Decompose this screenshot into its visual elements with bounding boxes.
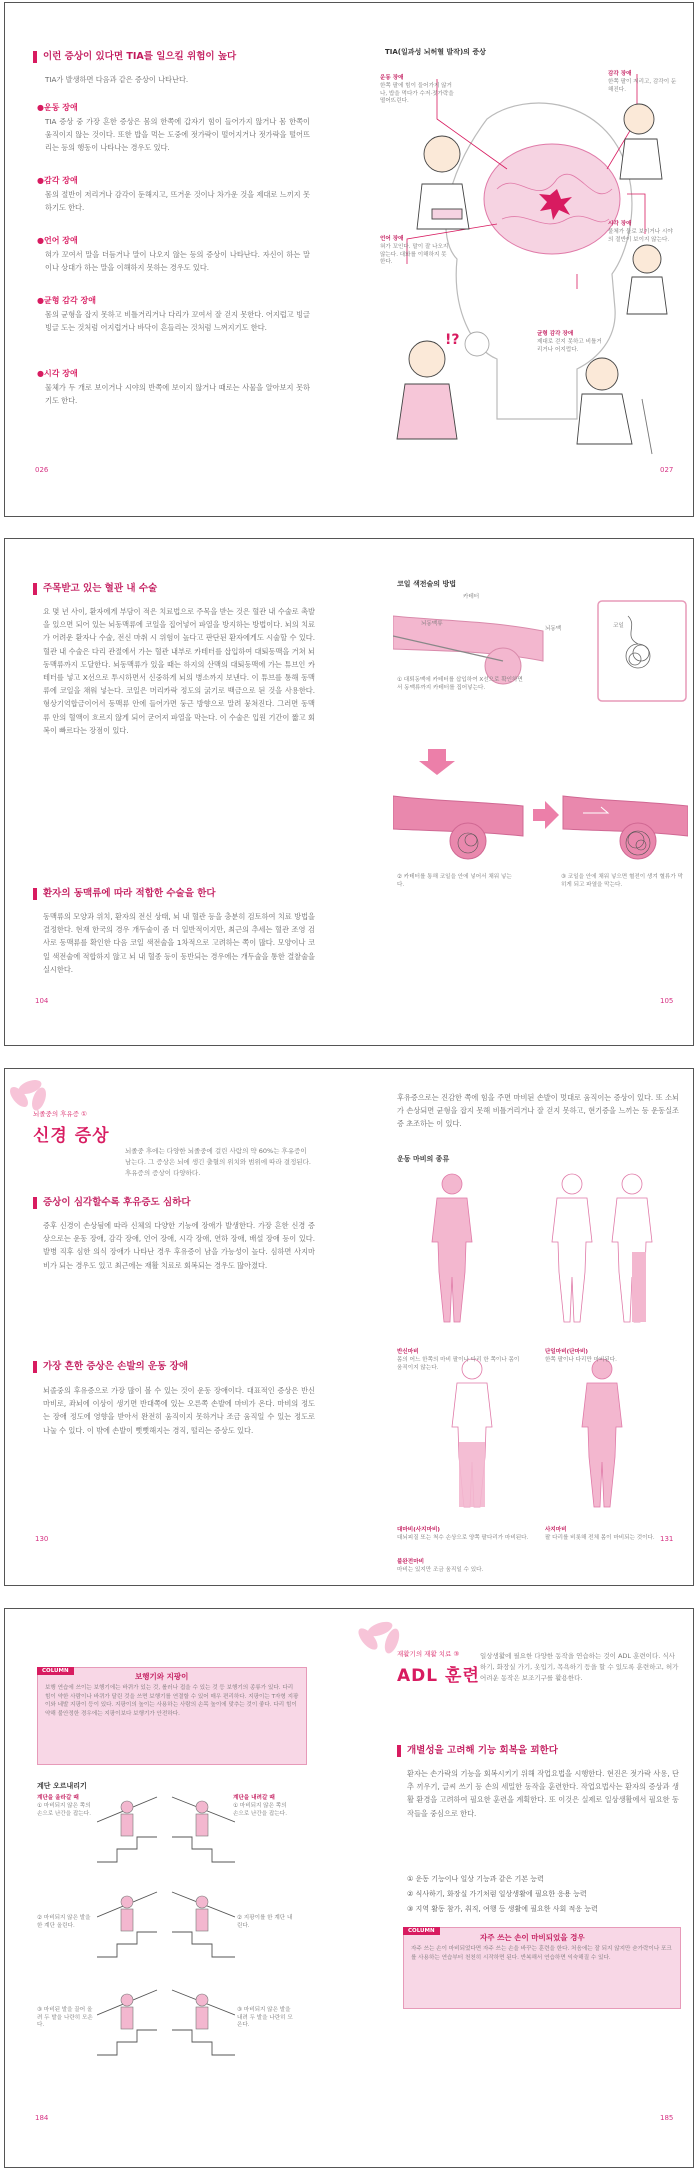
type-title-2: 단일마비(단마비) — [545, 1349, 588, 1355]
column-tag: COLUMN — [37, 1667, 74, 1675]
stairs-step2-right: ② 지팡이를 한 계단 내린다. — [237, 1915, 293, 1929]
chapter-intro: 일상생활에 필요한 다양한 동작을 연습하는 것이 ADL 훈련이다. 식사하기, 화장실 가기, 옷입기, 목욕하기 등을 할 수 있도록 훈련하고, 허가 어려운 동작은 보조기구를 활용한다. — [480, 1652, 679, 1682]
label-artery: 뇌동맥 — [545, 626, 562, 632]
body-text-2: 뇌졸중의 후유증으로 가장 많이 볼 수 있는 것이 운동 장애이다. 대표적인 증상은 반신마비로, 좌뇌에 이상이 생기면 반대쪽에 있는 오른쪽 손발에 마비가 온다. 마비의 정도는 장애 정도에 영향을 받아서 완전히 움직이지 못하거나 조금 움직일 수 있는 정도로 나눌 수 있다. 이 밖에 손발이 뻣뻣해지는 경직, 떨리는 증상도 있다. — [43, 1386, 315, 1435]
item-title-sensory: ●감각 장애 — [37, 176, 78, 185]
stairs-up-title: 계단을 올라갈 때 — [37, 1795, 79, 1801]
page-number-left: 104 — [35, 997, 49, 1005]
arrow-down-icon — [419, 749, 455, 775]
label-vision-text: 물체가 둘로 보이거나 시야의 절반이 보이지 않는다. — [608, 229, 673, 243]
list-item-1: ① 운동 기능이나 일상 기능과 같은 기본 능력 — [407, 1875, 544, 1883]
figure-hemiplegia — [432, 1174, 472, 1322]
section-heading-1: 증상이 심각할수록 후유증도 심하다 — [33, 1197, 313, 1209]
column-title-2: 자주 쓰는 손이 마비되었을 경우 — [480, 1933, 585, 1942]
figure-title: 운동 마비의 종류 — [397, 1155, 450, 1163]
caption-step-1: ① 대퇴동맥에 카테터를 삽입하여 X선으로 확인하면서 동맥류까지 카테터를 집어넣는다. — [397, 677, 523, 691]
figure-title: 코일 색전술의 방법 — [397, 580, 456, 588]
page-number-right: 027 — [660, 466, 674, 474]
chapter-intro: 뇌졸중 후에는 다양한 뇌졸중에 걸린 사람의 약 60%는 후유증이 남는다. 그 증상은 뇌에 생긴 출혈의 위치와 범위에 따라 결정된다. 후유증의 증상이 다양하다. — [125, 1147, 311, 1177]
person-stairs — [121, 1801, 208, 2029]
label-speech-text: 혀가 꼬인다. 말이 잘 나오지 않는다. 대화를 이해하지 못한다. — [380, 244, 449, 265]
label-speech-title: 언어 장애 — [380, 236, 404, 242]
aneurysm-2 — [450, 823, 486, 859]
label-motor-text: 한쪽 팔에 힘이 들어가지 않거나, 밥을 먹다가 수저·젓가락을 떨어뜨린다. — [380, 83, 454, 104]
spread-coil-embolization — [4, 538, 694, 1046]
item-title-balance: ●균형 감각 장애 — [37, 296, 96, 305]
body-text: 환자는 손가락의 기능을 회복시키기 위해 작업요법을 시행한다. 현진은 젓가락 사용, 단추 끼우기, 글씨 쓰기 등 손의 세밀한 동작을 훈련한다. 작업요법사는 환자의 증상과 생활 환경을 고려하여 필요한 훈련을 계획한다. 또 이것은 실제로 일상생활에서 필요한 동작들을 중심으로 한다. — [407, 1769, 679, 1818]
type-title-4: 사지마비 — [545, 1527, 567, 1533]
spread-tia-symptoms — [4, 2, 694, 517]
arrow-right-icon — [533, 801, 559, 829]
item-title-speech: ●언어 장애 — [37, 236, 78, 245]
type-desc-5: 마비는 있지만 조금 움직일 수 있다. — [397, 1567, 484, 1573]
stairs-step2-left: ② 마비되지 않은 발을 한 계단 올린다. — [37, 1915, 91, 1929]
body-text-1: 요 몇 년 사이, 환자에게 부담이 적은 치료법으로 주목을 받는 것은 혈관 내 수술로 촉발을 있으면 되어 있는 뇌동맥류에 코일을 집어넣어 파열을 방지하는 방법이다. 뇌의 치료가 어려운 환자나 수술, 전신 마취 시 위험이 높다고 판단된 환자에게도 시술할 수 있다. 혈관 내 수술은 다리 관절에서 가는 혈관 내부로 카테터를 삽입하여 대퇴동맥을 거쳐 뇌동맥류까지 도달한다. 뇌동맥류가 있을 때는 하지의 산맥의 대퇴동맥에 가는 튜브인 카테터를 넣고 X선으로 투시하면서 신중하게 뇌의 병소까지 보낸다. 이 튜브를 통해 동맥류에 코일을 채워 넣는다. 코일은 머리카락 정도의 굵기로 백금으로 된 것을 사용한다. 형상기억합금이어서 동맥류 안에 들어가면 둥근 방향으로 말려 뭉쳐진다. 그러면 동맥류 안의 혈액이 흐르지 않게 되어 굳어져 파열을 막는다. 이 수술은 입원 기간이 짧고 회복이 빠르다는 장점이 있다. — [43, 607, 315, 735]
list-item-2: ② 식사하기, 화장실 가기처럼 일상생활에 필요한 응용 능력 — [407, 1890, 587, 1898]
column-text-2: 자주 쓰는 손이 마비되었다면 자주 쓰는 손을 바꾸는 훈련을 한다. 처음에는 잘 되지 않지만 숟가락이나 포크를 사용하는 연습부터 천천히 시작하면 된다. 반복해서 연습하면 익숙해질 수 있다. — [411, 1946, 672, 1961]
type-title-3: 대마비(사지마비) — [397, 1527, 440, 1533]
label-aneurysm: 뇌동맥류 — [421, 621, 443, 627]
stairs-up-text: ① 마비되지 않은 쪽의 손으로 난간을 잡는다. — [37, 1803, 91, 1817]
spread-adl-training — [4, 1608, 694, 2168]
item-text-speech: 혀가 꼬여서 말을 더듬거나 말이 나오지 않는 등의 증상이 나타난다. 자신이 하는 말이나 상대가 하는 말을 이해하지 못하는 경우도 있다. — [45, 250, 310, 273]
body-text-1: 증후 신경이 손상됨에 따라 신체의 다양한 기능에 장애가 발생한다. 가장 흔한 신경 증상으로는 운동 장애, 감각 장애, 언어 장애, 시각 장애, 연하 장애, 배설 장애 등이 있다. 발병 직후 심한 의식 장애가 나타난 경우 후유증이 남을 가능성이 높다. 심하면 사지마비가 되는 경우도 있고 최근에는 재활 치료로 회복되는 경우도 많아졌다. — [43, 1221, 315, 1270]
spread-neuro-symptoms — [4, 1068, 694, 1586]
chapter-label: 뇌졸중의 후유증 ① — [33, 1110, 87, 1118]
label-balance-title: 균형 감각 장애 — [537, 331, 574, 337]
caption-step-3: ③ 코일을 안에 채워 넣으면 혈전이 생겨 혈류가 막히게 되고 파열을 막는다. — [561, 874, 683, 888]
figure-quadriplegia — [582, 1359, 622, 1507]
stairs-step3-right: ③ 마비되지 않은 발을 내려 두 발을 나란히 모은다. — [237, 2007, 293, 2028]
item-text-sensory: 몸의 절반이 저리거나 감각이 둔해지고, 뜨거운 것이나 차가운 것을 제대로 느끼지 못하기도 한다. — [45, 190, 310, 213]
label-coil: 코일 — [613, 623, 624, 629]
item-text-vision: 물체가 두 개로 보이거나 시야의 반쪽에 보이지 않거나 때로는 사물을 알아보지 못하기도 한다. — [45, 383, 310, 406]
page-number-right: 131 — [660, 1535, 674, 1543]
type-desc-4: 팔 다리를 비롯해 전체 몸이 마비되는 것이다. — [545, 1535, 655, 1541]
caption-step-2: ② 카테터를 통해 코일을 안에 넣어서 채워 넣는다. — [397, 874, 512, 888]
body-text-2: 동맥류의 모양과 위치, 환자의 전신 상태, 뇌 내 혈관 등을 충분히 검토하여 치료 방법을 결정한다. 현재 한국의 경우 개두술이 좀 더 일반적이지만, 최근의 추세는 혈관 조영 검사로 동맥류를 확인한 다음 코일 색전술을 1차적으로 고려하는 쪽이 많다. 모양이나 코일 색전술에 적합하지 않고 뇌 내 혈종 등이 동반되는 경우에는 개두술을 통한 결찰술을 실시한다. — [43, 912, 315, 974]
page-number-right: 185 — [660, 2114, 674, 2122]
stairs-down-text: ① 마비되지 않은 쪽의 손으로 난간을 잡는다. — [233, 1803, 287, 1817]
item-title-motor: ●운동 장애 — [37, 103, 78, 112]
page-number-right: 105 — [660, 997, 674, 1005]
stairs-step3-left: ③ 마비된 발을 끌어 올려 두 발을 나란히 모은다. — [37, 2007, 93, 2028]
intro-text: TIA가 발생하면 다음과 같은 증상이 나타난다. — [45, 75, 189, 84]
figure-paraplegia — [452, 1359, 492, 1507]
column-title: 보행기와 지팡이 — [135, 1672, 189, 1681]
label-motor-title: 운동 장애 — [380, 75, 404, 81]
type-desc-1: 몸의 어느 한쪽의 마비 팔이나 다리 한 쪽이나 몸이 움직이지 않는다. — [397, 1357, 520, 1371]
page-number-left: 184 — [35, 2114, 49, 2122]
item-text-motor: TIA 증상 중 가장 흔한 증상은 몸의 한쪽에 갑자기 힘이 들어가지 않거나 몸 한쪽이 움직이지 않는 것이다. 또한 밥을 먹는 도중에 젓가락이 떨어지거나 젓가락을 떨어뜨리는 등의 행동이 나타나는 경우도 있다. — [45, 117, 310, 153]
label-sensory-text: 한쪽 팔이 저리고, 감각이 둔해진다. — [608, 79, 677, 93]
section-heading: 개별성을 고려해 기능 회복을 꾀한다 — [397, 1745, 677, 1757]
column-text: 보행 연습에 쓰이는 보행기에는 바퀴가 있는 것, 롤러나 접을 수 있는 것 등 보행기의 종류가 있다. 다리 힘이 약한 사람이나 바퀴가 달린 것을 쓰면 보행기를 연결할 수 있어 매우 편리하다. 지팡이는 T자형 지팡이와 네발 지팡이 등이 있다. 지팡이의 높이는 사용하는 사람의 손목 높이에 맞추는 것이 좋다. 다리 힘이 약해 불안정한 경우에는 지팡이보다 보행기가 안전하다. — [45, 1685, 299, 1717]
stairs-title: 계단 오르내리기 — [37, 1782, 87, 1790]
item-text-balance: 몸의 균형을 잡지 못하고 비틀거리거나 다리가 꼬여서 잘 걷지 못한다. 어지럽고 빙글빙글 도는 것처럼 어지럽거나 바닥이 흔들리는 것처럼 느껴지기도 한다. — [45, 310, 310, 333]
coil-box — [598, 601, 686, 701]
section-heading-1: 주목받고 있는 혈관 내 수술 — [33, 583, 293, 595]
chapter-title: ADL 훈련 — [397, 1666, 480, 1686]
item-title-vision: ●시각 장애 — [37, 369, 78, 378]
chapter-title: 신경 증상 — [33, 1126, 110, 1146]
section-heading-2: 환자의 동맥류에 따라 적합한 수술을 한다 — [33, 888, 313, 900]
column-tag-2: COLUMN — [403, 1927, 440, 1935]
chapter-label: 재활기의 재활 치료 ③ — [397, 1650, 460, 1658]
label-sensory-title: 감각 장애 — [608, 71, 632, 77]
stairs-down-title: 계단을 내려갈 때 — [233, 1795, 275, 1801]
type-title-1: 반신마비 — [397, 1349, 419, 1355]
figure-title: TIA(일과성 뇌허혈 발작)의 증상 — [385, 48, 486, 56]
type-desc-3: 대뇌피질 또는 척수 손상으로 양쪽 팔다리가 마비된다. — [397, 1535, 529, 1541]
page-number-left: 026 — [35, 466, 49, 474]
label-vision-title: 시각 장애 — [608, 221, 632, 227]
list-item-3: ③ 지역 활동 참가, 취직, 여행 등 생활에 필요한 사회 적응 능력 — [407, 1905, 598, 1913]
exclaim-mark: !? — [445, 332, 460, 348]
type-title-5: 불완전마비 — [397, 1559, 425, 1565]
section-heading: 이런 증상이 있다면 TIA를 일으킬 위험이 높다 — [33, 51, 323, 63]
stairs-illustration — [97, 1787, 235, 2082]
label-catheter: 카테터 — [463, 594, 480, 600]
coil-diagram — [393, 591, 688, 911]
label-balance-text: 제대로 걷지 못하고 비틀거리거나 어지럽다. — [537, 339, 602, 353]
figure-monoplegia — [552, 1174, 592, 1322]
page-number-left: 130 — [35, 1535, 49, 1543]
body-text-3: 후유증으로는 진감한 쪽에 힘을 주면 마비된 손발이 멋대로 움직이는 증상이 있다. 또 소뇌가 손상되면 균형을 잡지 못해 비틀거리거나 잘 걷지 못하고, 현기증을 느끼는 등 운동실조증 초조하는 이 있다. — [397, 1093, 679, 1129]
section-heading-2: 가장 흔한 증상은 손발의 운동 장애 — [33, 1361, 313, 1373]
type-desc-2: 한쪽 팔이나 다리만 마비된다. — [545, 1357, 617, 1363]
